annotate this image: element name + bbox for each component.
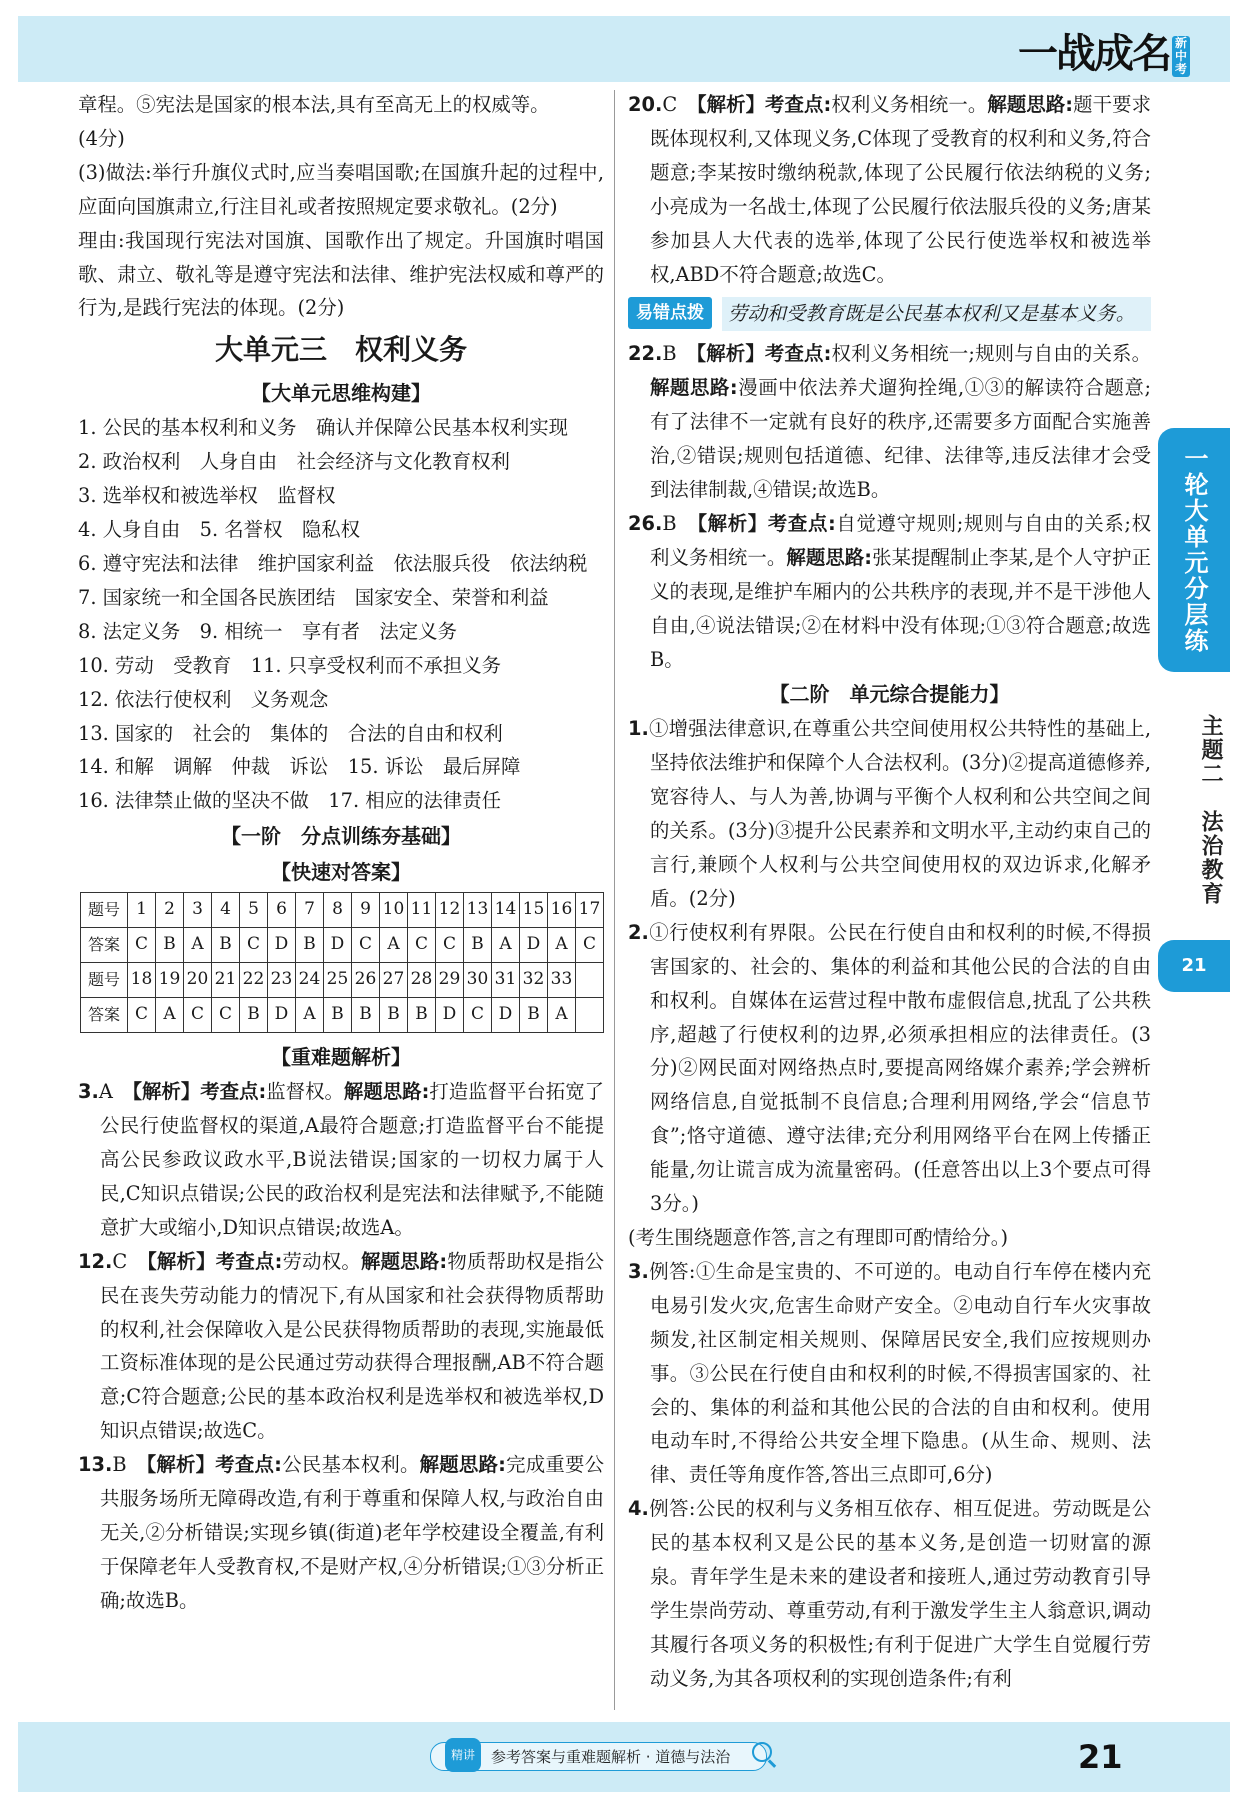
answer-item: 3.例答:①生命是宝贵的、不可逆的。电动自行车停在楼内充电易引发火灾,危害生命财产安全。②电动自行车火灾事故频发,社区制定相关规则、保障居民安全,我们应按规则办事。③公民在行使自由和权利的时候,不得损害国家的、社会的、集体的利益和其他公民的合法的自由和权利。使用电动车时,不得给公共安全埋下隐患。(从生命、规则、法律、责任等角度作答,答出三点即可,6分): [628, 1259, 1151, 1487]
list-item: 10. 劳动 受教育 11. 只享受权利而不承担义务: [78, 653, 502, 677]
brand-logo: 一战成名 新中考: [1018, 22, 1190, 79]
page-number: 21: [1078, 1738, 1123, 1776]
analysis-item: 12.C 【解析】考查点:劳动权。解题思路:物质帮助权是指公民在丧失劳动能力的情况下,有从国家和社会获得物质帮助的权利,社会保障收入是公民获得物质帮助的表现,实施最低工资标准体现的是公民通过劳动获得合理报酬,AB不符合题意;C符合题意;公民的基本政治权利是选举权和被选举权,D知识点错误;故选C。: [78, 1249, 605, 1443]
list-item: 2. 政治权利 人身自由 社会经济与文化教育权利: [78, 450, 510, 474]
text-line: (4分): [78, 126, 125, 150]
analysis-item: 3.A 【解析】考查点:监督权。解题思路:打造监督平台拓宽了公民行使监督权的渠道,A最符合题意;打造监督平台不能提高公民参政议政水平,B说法错误;国家的一切权力属于人民,C知识点错误;公民的政治权利是宪法和法律赋予,不能随意扩大或缩小,D知识点错误;故选A。: [78, 1080, 605, 1239]
tip-text: 劳动和受教育既是公民基本权利又是基本义务。: [722, 297, 1151, 331]
list-item: 3. 选举权和被选举权 监督权: [78, 484, 336, 508]
table-cell: 答案: [81, 998, 128, 1033]
table-row: 题号 1 2 3 4 5 6 7 8 9 10 11 12 13 14 15 16 17: [81, 893, 604, 928]
text-line: 理由:我国现行宪法对国旗、国歌作出了规定。升国旗时唱国歌、肃立、敬礼等是遵守宪法和法律、维护宪法权威和尊严的行为,是践行宪法的体现。(2分): [78, 228, 604, 320]
table-row: 答案 C B A B C D B D C A C C B A D A C: [81, 928, 604, 963]
analysis-item: 26.B 【解析】考查点:自觉遵守规则;规则与自由的关系;权利义务相统一。解题思路:张某提醒制止李某,是个人守护正义的表现,是维护车厢内的公共秩序的表现,并不是干涉他人自由,④说法错误;②在材料中没有体现;①③符合题意;故选B。: [628, 511, 1151, 671]
section-title: 【二阶 单元综合提能力】: [769, 682, 1010, 707]
table-cell: 题号: [81, 963, 128, 998]
unit-title: 大单元三 权利义务: [214, 333, 467, 367]
section-title: 【一阶 分点训练夯基础】: [221, 824, 461, 849]
answer-item: 1.①增强法律意识,在尊重公共空间使用权公共特性的基础上,坚持依法维护和保障个人合法权利。(3分)②提高道德修养,宽容待人、与人为善,协调与平衡个人权利和公共空间之间的关系。(3分)③提升公民素养和文明水平,主动约束自己的言行,兼顾个人权利与公共空间使用权的双边诉求,化解矛盾。(2分): [628, 717, 1151, 910]
list-item: 8. 法定义务 9. 相统一 享有者 法定义务: [78, 619, 457, 643]
section-title: 【大单元思维构建】: [251, 381, 431, 406]
answer-table: [80, 892, 604, 1033]
side-tab-topic: 主题二 法治教育: [1198, 714, 1223, 906]
tip-badge: 易错点拨: [628, 297, 712, 329]
list-item: 13. 国家的 社会的 集体的 合法的自由和权利: [78, 721, 503, 745]
search-icon: [752, 1742, 772, 1762]
footer-title: 参考答案与重难题解析 · 道德与法治: [430, 1742, 767, 1771]
text-line: (3)做法:举行升旗仪式时,应当奏唱国歌;在国旗升起的过程中,应面向国旗肃立,行注目礼或者按照规定要求敬礼。(2分): [78, 160, 604, 218]
answer-note: (考生围绕题意作答,言之有理即可酌情给分。): [628, 1226, 1009, 1249]
list-item: 7. 国家统一和全国各民族团结 国家安全、荣誉和利益: [78, 585, 549, 609]
table-cell: 答案: [81, 928, 128, 963]
right-column: [628, 88, 1151, 1696]
list-item: 6. 遵守宪法和法律 维护国家利益 依法服兵役 依法纳税: [78, 551, 588, 575]
footer-logo: 精讲: [445, 1738, 481, 1772]
analysis-item: 22.B 【解析】考查点:权利义务相统一;规则与自由的关系。解题思路:漫画中依法养犬遛狗拴绳,①③的解读符合题意;有了法律不一定就有良好的秩序,还需要多方面配合实施善治,②错误;规则包括道德、纪律、法律等,违反法律才会受到法律制裁,④错误;故选B。: [628, 342, 1151, 501]
side-tab-series: 一轮大单元分层练: [1158, 428, 1230, 672]
list-item: 16. 法律禁止做的坚决不做 17. 相应的法律责任: [78, 789, 502, 813]
text-line: 章程。⑤宪法是国家的根本法,具有至高无上的权威等。: [78, 93, 550, 116]
think-list: [78, 411, 604, 818]
section-title: 【重难题解析】: [271, 1045, 411, 1070]
section-title: 【快速对答案】: [271, 860, 411, 885]
table-cell: 题号: [81, 893, 128, 928]
brand-tag: 新中考: [1172, 36, 1190, 77]
column-divider: [614, 90, 615, 1710]
answer-item: 2.①行使权利有界限。公民在行使自由和权利的时候,不得损害国家的、社会的、集体的利益和其他公民的合法的自由和权利。自媒体在运营过程中散布虚假信息,扰乱了公共秩序,超越了行使权利的边界,必须承担相应的法律责任。(3分)②网民面对网络热点时,要提高网络媒介素养;学会辨析网络信息,自觉抵制不良信息;合理利用网络,学会“信息节食”;恪守道德、遵守法律;充分利用网络平台在网上传播正能量,勿让谎言成为流量密码。(任意答出以上3个要点可得3分。): [628, 920, 1151, 1216]
list-item: 1. 公民的基本权利和义务 确认并保障公民基本权利实现: [78, 416, 569, 440]
table-row: 题号 18 19 20 21 22 23 24 25 26 27 28 29 30 31 32 33: [81, 963, 604, 998]
list-item: 12. 依法行使权利 义务观念: [78, 687, 329, 711]
side-page-badge: 21: [1158, 940, 1230, 992]
list-item: 14. 和解 调解 仲裁 诉讼 15. 诉讼 最后屏障: [78, 755, 521, 779]
analysis-item: 20.C 【解析】考查点:权利义务相统一。解题思路:题干要求既体现权利,又体现义务,C体现了受教育的权利和义务,符合题意;李某按时缴纳税款,体现了公民履行依法纳税的义务;小亮成为一名战士,体现了公民履行依法服兵役的义务;唐某参加县人大代表的选举,体现了公民行使选举权和被选举权,ABD不符合题意;故选C。: [628, 93, 1152, 286]
table-row: 答案 C A C C B D A B B B B D C D B A: [81, 998, 604, 1033]
list-item: 4. 人身自由 5. 名誉权 隐私权: [78, 518, 361, 542]
left-column: [78, 88, 604, 1618]
tip-box: [628, 297, 1151, 331]
analysis-item: 13.B 【解析】考查点:公民基本权利。解题思路:完成重要公共服务场所无障碍改造,有利于尊重和保障人权,与政治自由无关,②分析错误;实现乡镇(街道)老年学校建设全覆盖,有利于保障老年人受教育权,不是财产权,④分析错误;①③分析正确;故选B。: [78, 1453, 605, 1612]
answer-item: 4.例答:公民的权利与义务相互依存、相互促进。劳动既是公民的基本权利又是公民的基本义务,是创造一切财富的源泉。青年学生是未来的建设者和接班人,通过劳动教育引导学生崇尚劳动、尊重劳动,有利于激发学生主人翁意识,调动其履行各项义务的积极性;有利于促进广大学生自觉履行劳动义务,为其各项权利的实现创造条件;有利: [628, 1497, 1151, 1690]
